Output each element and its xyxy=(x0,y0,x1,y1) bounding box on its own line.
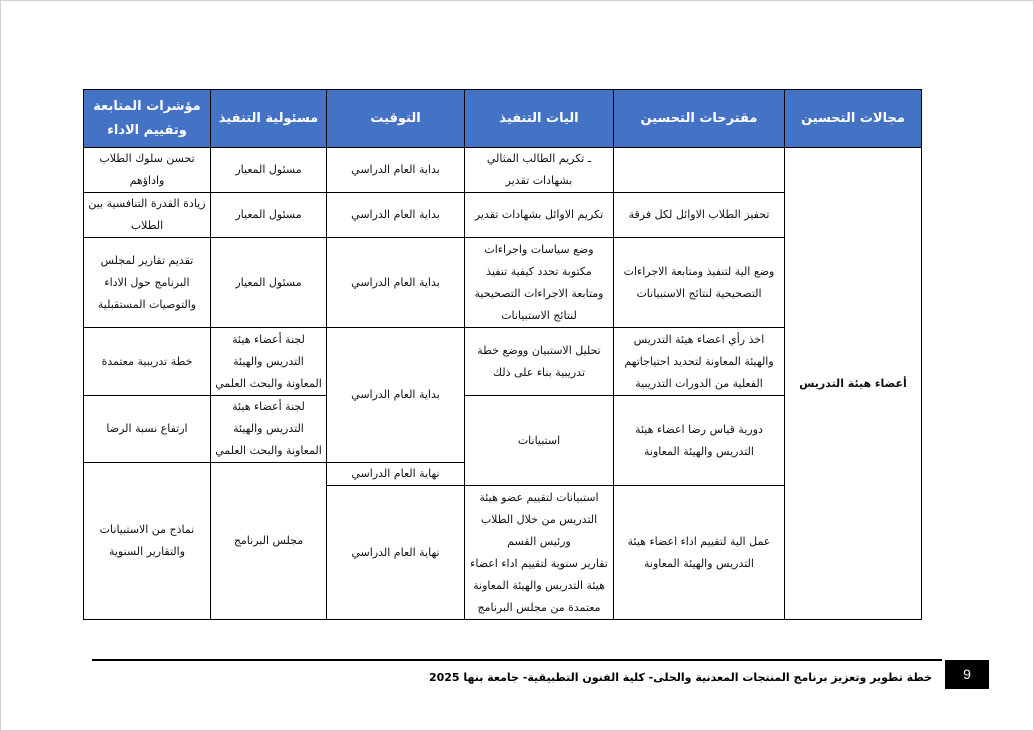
responsibility-cell: لجنة أعضاء هيئة التدريس والهيئة المعاونة والبحث العلمي xyxy=(211,396,327,463)
mechanism-cell: استبيانات xyxy=(465,396,614,486)
proposal-cell: اخذ رأي اعضاء هيئة التدريس والهيئة المعاونة لتحديد احتياجاتهم الفعلية من الدورات التدريبية xyxy=(614,328,785,396)
timing-cell: بداية العام الدراسي xyxy=(327,238,465,328)
proposal-cell xyxy=(614,148,785,193)
header-responsibility: مسئولية التنفيذ xyxy=(211,90,327,148)
proposal-cell: دورية قياس رضا اعضاء هيئة التدريس والهيئة المعاونة xyxy=(614,396,785,486)
header-timing: التوقيت xyxy=(327,90,465,148)
timing-cell: بداية العام الدراسي xyxy=(327,193,465,238)
mechanism-line: تقارير سنوية لتقييم اداء اعضاء هيئة التدريس والهيئة المعاونة معتمدة من مجلس البرنامج xyxy=(470,556,608,614)
mechanism-cell: تكريم الاوائل بشهادات تقدير xyxy=(465,193,614,238)
responsibility-cell: لجنة أعضاء هيئة التدريس والهيئة المعاونة والبحث العلمي xyxy=(211,328,327,396)
responsibility-cell: مسئول المعيار xyxy=(211,148,327,193)
mechanism-cell: تحليل الاستبيان ووضع خطة تدريبية بناء على ذلك xyxy=(465,328,614,396)
timing-cell: بداية العام الدراسي xyxy=(327,328,465,463)
footer-title: خطة تطوير وتعزيز برنامج المنتجات المعدنية والحلى- كلية الفنون التطبيقية- جامعة بنها 2025 xyxy=(428,671,932,684)
timing-cell: نهاية العام الدراسي xyxy=(327,486,465,620)
indicator-cell: تحسن سلوك الطلاب واداؤهم xyxy=(84,148,211,193)
indicator-cell: تقديم تقارير لمجلس البرنامج حول الاداء والتوصيات المستقبلية xyxy=(84,238,211,328)
indicator-cell: نماذج من الاستبيانات والتقارير السنوية xyxy=(84,463,211,620)
mechanism-cell xyxy=(465,486,614,620)
timing-cell: بداية العام الدراسي xyxy=(327,148,465,193)
improvement-plan-table xyxy=(83,89,922,620)
proposal-cell: تحفيز الطلاب الاوائل لكل فرقة xyxy=(614,193,785,238)
proposal-cell: وضع الية لتنفيذ ومتابعة الاجراءات التصحيحية لنتائج الاستبيانات xyxy=(614,238,785,328)
header-mechanisms: اليات التنفيذ xyxy=(465,90,614,148)
header-area: مجالات التحسين xyxy=(785,90,922,148)
footer-divider xyxy=(92,659,942,661)
header-row xyxy=(84,90,922,148)
proposal-cell: عمل الية لتقييم اداء اعضاء هيئة التدريس والهيئة المعاونة xyxy=(614,486,785,620)
timing-cell-end: نهاية العام الدراسي xyxy=(327,463,465,486)
page-number: 9 xyxy=(945,660,989,689)
indicator-cell: ارتفاع نسبة الرضا xyxy=(84,396,211,463)
indicator-cell: خطة تدريبية معتمدة xyxy=(84,328,211,396)
responsibility-cell: مجلس البرنامج xyxy=(211,463,327,620)
mechanism-line: استبيانات لتقييم عضو هيئة التدريس من خلال الطلاب ورئيس القسم xyxy=(479,490,599,548)
mechanism-cell: وضع سياسات واجراءات مكتوبة تحدد كيفية تنفيذ ومتابعة الاجراءات التصحيحية لنتائج الاستبيانات xyxy=(465,238,614,328)
area-cell: أعضاء هيئة التدريس xyxy=(785,148,922,620)
responsibility-cell: مسئول المعيار xyxy=(211,193,327,238)
mechanism-cell: ـ تكريم الطالب المثالي بشهادات تقدير xyxy=(465,148,614,193)
responsibility-cell: مسئول المعيار xyxy=(211,238,327,328)
table-row xyxy=(84,148,922,193)
header-indicators: مؤشرات المتابعة وتقييم الاداء xyxy=(84,90,211,148)
indicator-cell: زيادة القدرة التنافسية بين الطلاب xyxy=(84,193,211,238)
header-proposals: مقترحات التحسين xyxy=(614,90,785,148)
